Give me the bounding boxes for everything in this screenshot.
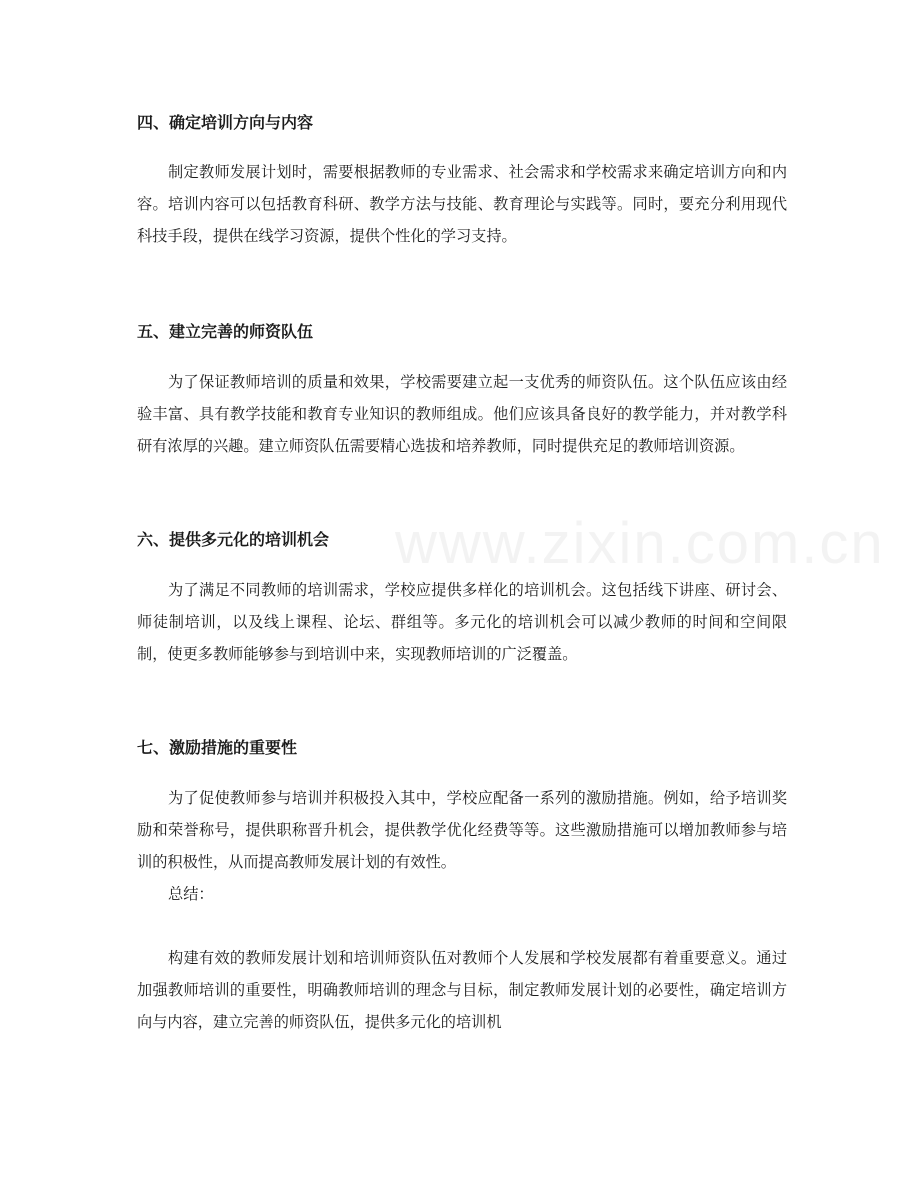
- section-paragraph-7: 为了促使教师参与培训并积极投入其中，学校应配备一系列的激励措施。例如，给予培训奖励和荣誉称号，提供职称晋升机会，提供教学优化经费等等。这些激励措施可以增加教师参与培训的积极性，从而提高教师发展计划的有效性。: [137, 789, 787, 871]
- section-paragraph-4: 制定教师发展计划时，需要根据教师的专业需求、社会需求和学校需求来确定培训方向和内容。培训内容可以包括教育科研、教学方法与技能、教育理论与实践等。同时，要充分利用现代科技手段，提供在线学习资源，提供个性化的学习支持。: [137, 163, 787, 245]
- section-heading-6: 六、提供多元化的培训机会: [137, 530, 330, 549]
- section-heading-7: 七、激励措施的重要性: [137, 738, 298, 757]
- section-paragraph-6: 为了满足不同教师的培训需求，学校应提供多样化的培训机会。这包括线下讲座、研讨会、师徒制培训，以及线上课程、论坛、群组等。多元化的培训机会可以减少教师的时间和空间限制，使更多教师能够参与到培训中来，实现教师培训的广泛覆盖。: [137, 581, 787, 663]
- section-paragraph-5: 为了保证教师培训的质量和效果，学校需要建立起一支优秀的师资队伍。这个队伍应该由经验丰富、具有教学技能和教育专业知识的教师组成。他们应该具备良好的教学能力，并对教学科研有浓厚的兴趣。建立师资队伍需要精心选拔和培养教师，同时提供充足的教师培训资源。: [137, 373, 787, 455]
- watermark: www.zixin.com.cn: [395, 511, 885, 576]
- summary-label: 总结：: [168, 885, 214, 903]
- summary-paragraph: 构建有效的教师发展计划和培训师资队伍对教师个人发展和学校发展都有着重要意义。通过加强教师培训的重要性，明确教师培训的理念与目标，制定教师发展计划的必要性，确定培训方向与内容，建立完善的师资队伍，提供多元化的培训机: [137, 949, 787, 1031]
- section-heading-4: 四、确定培训方向与内容: [137, 113, 314, 132]
- section-heading-5: 五、建立完善的师资队伍: [137, 322, 314, 341]
